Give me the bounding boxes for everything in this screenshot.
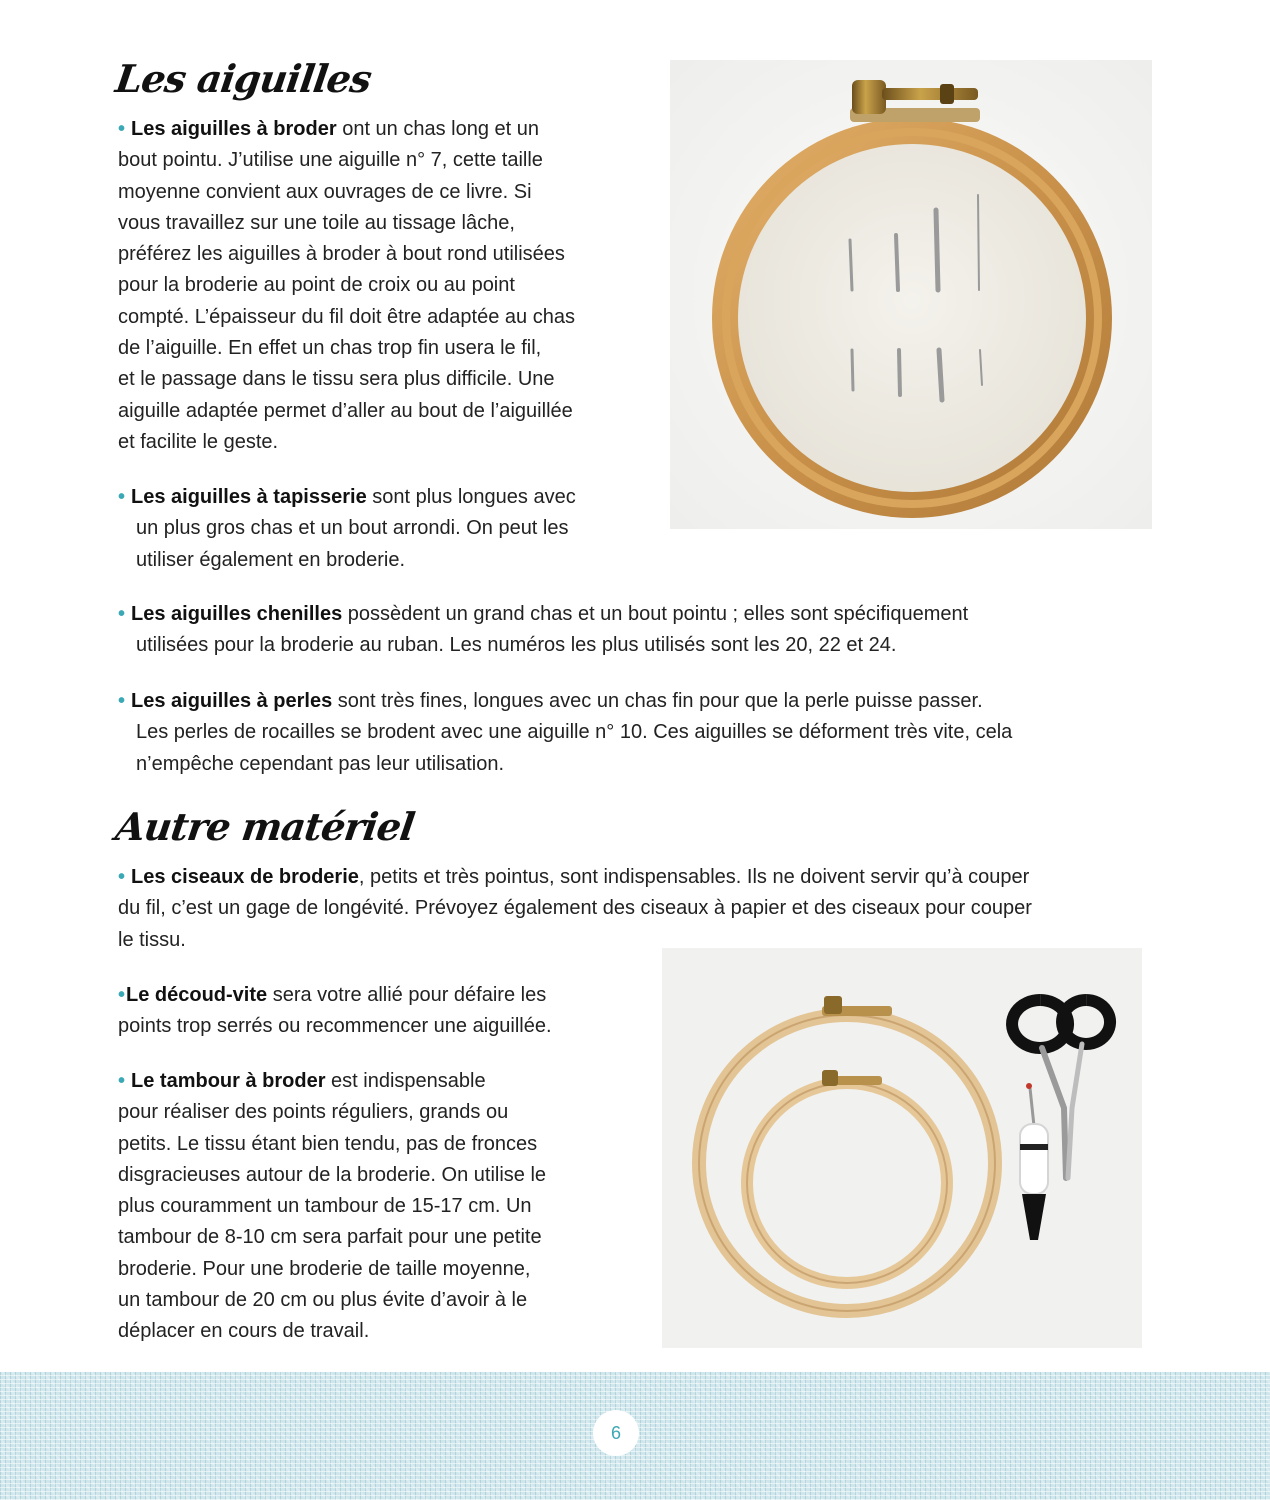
text-line: sera votre allié pour défaire les xyxy=(267,984,547,1006)
text-line: n’empêche cependant pas leur utilisation. xyxy=(136,752,505,775)
text-line: broderie. Pour une broderie de taille moyenne, xyxy=(118,1257,531,1280)
bullet-icon: • xyxy=(118,866,126,888)
paragraph-aiguilles-perles xyxy=(118,686,1158,780)
text-line: du fil, c’est un gage de longévité. Prévoyez également des ciseaux à papier et des ciseaux pour couper xyxy=(118,897,1032,920)
text-line: est indispensable xyxy=(325,1070,486,1092)
paragraph-tambour xyxy=(118,1066,638,1348)
text-line: un plus gros chas et un bout arrondi. On peut les xyxy=(136,517,569,540)
bullet-icon: • xyxy=(118,690,126,712)
bullet-icon: • xyxy=(118,486,126,508)
text-line: et facilite le geste. xyxy=(118,430,279,453)
bullet-icon: • xyxy=(118,118,126,140)
term-aiguilles-perles: Les aiguilles à perles xyxy=(131,690,333,712)
text-line: vous travaillez sur une toile au tissage lâche, xyxy=(118,211,515,234)
text-line: points trop serrés ou recommencer une aiguillée. xyxy=(118,1015,552,1038)
text-line: pour la broderie au point de croix ou au point xyxy=(118,274,515,297)
text-line: bout pointu. J’utilise une aiguille n° 7, cette taille xyxy=(118,149,543,172)
text-line: un tambour de 20 cm ou plus évite d’avoir à le xyxy=(118,1289,528,1312)
term-aiguilles-broder: Les aiguilles à broder xyxy=(131,118,337,140)
text-line: et le passage dans le tissu sera plus difficile. Une xyxy=(118,368,555,391)
text-line: Les perles de rocailles se brodent avec une aiguille n° 10. Ces aiguilles se déforment très vite, cela xyxy=(136,721,1013,744)
text-line: compté. L’épaisseur du fil doit être adaptée au chas xyxy=(118,305,575,328)
term-decoud-vite: Le découd-vite xyxy=(126,984,268,1006)
text-line: déplacer en cours de travail. xyxy=(118,1320,370,1343)
text-line: possèdent un grand chas et un bout pointu ; elles sont spécifiquement xyxy=(342,603,969,625)
text-line: , petits et très pointus, sont indispensables. Ils ne doivent servir qu’à couper xyxy=(358,866,1030,888)
section-heading-autre-materiel: Autre matériel xyxy=(112,804,417,849)
bullet-icon: • xyxy=(118,1070,126,1092)
paragraph-aiguilles-broder xyxy=(118,114,618,458)
text-line: plus couramment un tambour de 15-17 cm. Un xyxy=(118,1195,532,1218)
paragraph-aiguilles-tapisserie xyxy=(118,482,618,576)
term-aiguilles-tapisserie: Les aiguilles à tapisserie xyxy=(131,486,367,508)
paragraph-decoud-vite xyxy=(118,980,638,1043)
photo-needles-in-hoop xyxy=(670,60,1152,529)
paragraph-aiguilles-chenilles xyxy=(118,599,1118,662)
paragraph-ciseaux xyxy=(118,862,1158,956)
text-line: petits. Le tissu étant bien tendu, pas de fronces xyxy=(118,1132,538,1155)
text-line: ont un chas long et un xyxy=(336,118,540,140)
text-line: tambour de 8-10 cm sera parfait pour une petite xyxy=(118,1226,542,1249)
bullet-icon: • xyxy=(118,984,126,1006)
text-line: préférez les aiguilles à broder à bout rond utilisées xyxy=(118,243,565,266)
page-number: 6 xyxy=(593,1410,639,1456)
term-tambour: Le tambour à broder xyxy=(131,1070,326,1092)
text-line: utilisées pour la broderie au ruban. Les numéros les plus utilisés sont les 20, 22 et 24. xyxy=(136,634,897,657)
section-heading-aiguilles: Les aiguilles xyxy=(112,56,374,101)
text-line: disgracieuses autour de la broderie. On utilise le xyxy=(118,1163,547,1186)
bullet-icon: • xyxy=(118,603,126,625)
text-line: de l’aiguille. En effet un chas trop fin usera le fil, xyxy=(118,337,542,360)
text-line: sont plus longues avec xyxy=(366,486,576,508)
text-line: utiliser également en broderie. xyxy=(136,548,406,571)
text-line: sont très fines, longues avec un chas fin pour que la perle puisse passer. xyxy=(332,690,983,712)
text-line: moyenne convient aux ouvrages de ce livre. Si xyxy=(118,180,532,203)
text-line: le tissu. xyxy=(118,928,186,951)
text-line: pour réaliser des points réguliers, grands ou xyxy=(118,1101,509,1124)
photo-hoops-scissors-seam-ripper xyxy=(662,948,1142,1348)
text-line: aiguille adaptée permet d’aller au bout de l’aiguillée xyxy=(118,399,573,422)
term-aiguilles-chenilles: Les aiguilles chenilles xyxy=(131,603,343,625)
term-ciseaux: Les ciseaux de broderie xyxy=(131,866,359,888)
